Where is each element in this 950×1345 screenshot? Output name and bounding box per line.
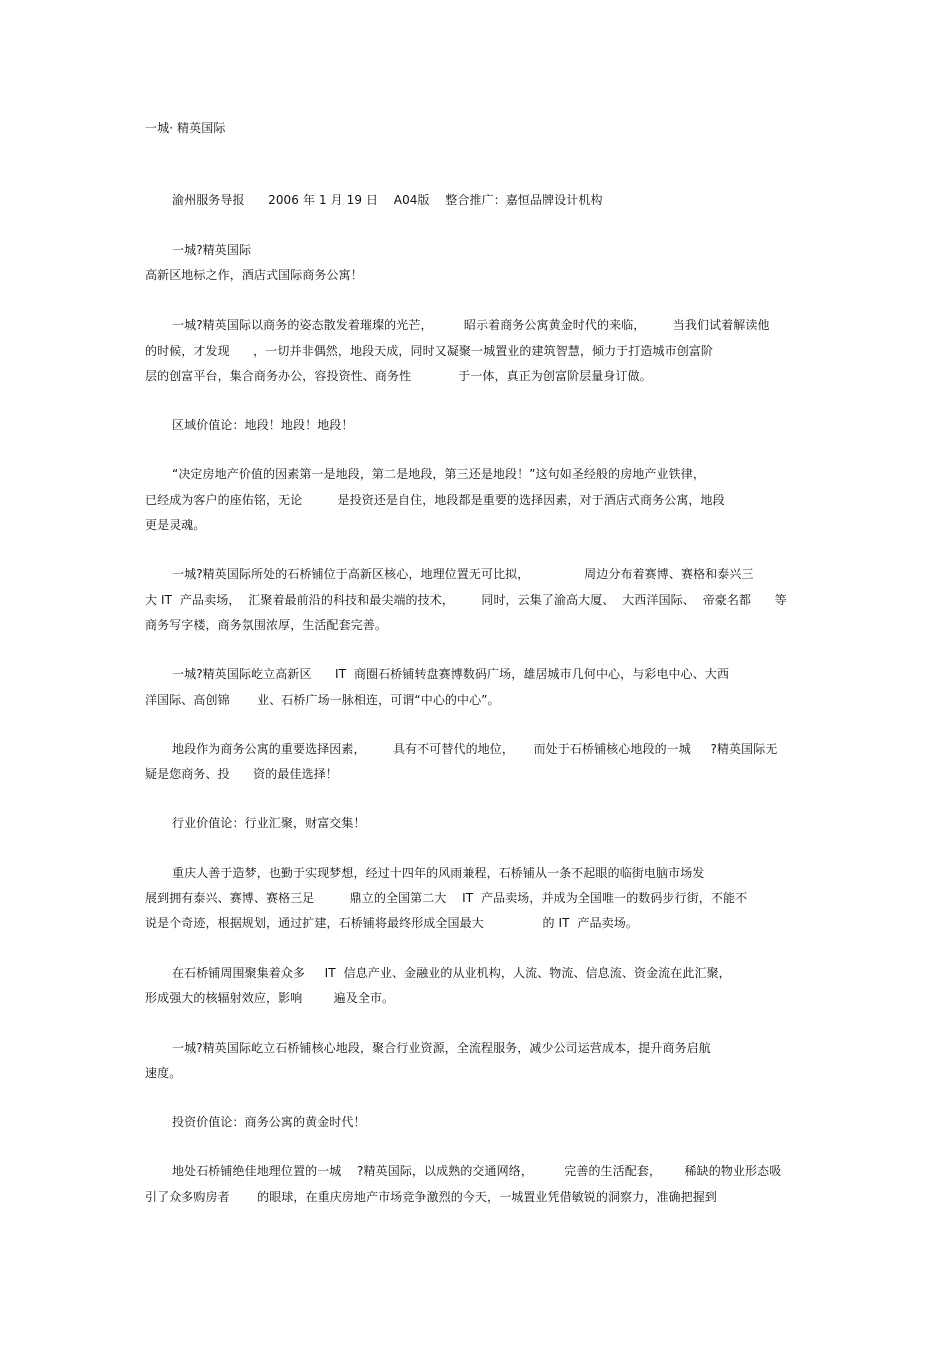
article-name: 一城?精英国际: [172, 243, 252, 257]
paragraph-line: 速度。: [145, 1066, 182, 1080]
paragraph-line: 洋国际、高创锦 业、石桥广场一脉相连，可谓“中心的中心”。: [145, 693, 500, 707]
paragraph-line: 一城?精英国际所处的石桥铺位于高新区核心，地理位置无可比拟， 周边分布着赛博、赛格和泰兴三: [172, 567, 754, 581]
paragraph-line: 说是个奇迹，根据规划，通过扩建，石桥铺将最终形成全国最大 的 IT 产品卖场。: [145, 916, 638, 930]
article-tagline: 高新区地标之作，酒店式国际商务公寓！: [145, 268, 363, 282]
section-heading: 行业价值论：行业汇聚，财富交集！: [172, 816, 366, 830]
section-heading: 投资价值论：商务公寓的黄金时代！: [172, 1115, 366, 1129]
paragraph-line: 层的创富平台，集合商务办公，容投资性、商务性 于一体，真正为创富阶层量身订做。: [145, 369, 652, 383]
paragraph-line: 疑是您商务、投 资的最佳选择！: [145, 767, 338, 781]
paragraph-line: 展到拥有泰兴、赛博、赛格三足 鼎立的全国第二大 IT 产品卖场，并成为全国唯一的数码步行街，不能不: [145, 891, 748, 905]
paragraph-line: “决定房地产价值的因素第一是地段，第二是地段，第三还是地段！”这句如圣经般的房地产业铁律，: [172, 467, 705, 481]
paragraph-line: 一城?精英国际屹立高新区 IT 商圈石桥铺转盘赛博数码广场，雄居城市几何中心，与彩电中心、大西: [172, 667, 730, 681]
paragraph-line: 更是灵魂。: [145, 518, 206, 532]
paragraph-line: 形成强大的核辐射效应，影响 遍及全市。: [145, 991, 395, 1005]
paragraph-line: 一城?精英国际屹立石桥铺核心地段，聚合行业资源，全流程服务，减少公司运营成本，提升商务启航: [172, 1041, 711, 1055]
paragraph-line: 重庆人善于造梦，也勤于实现梦想，经过十四年的风雨兼程，石桥铺从一条不起眼的临街电脑市场发: [172, 866, 705, 880]
document-title: 一城· 精英国际: [145, 121, 226, 135]
byline: 渝州服务导报 2006 年 1 月 19 日 A04版 整合推广：嘉恒品牌设计机构: [172, 193, 603, 207]
section-heading: 区域价值论：地段！地段！地段！: [172, 418, 354, 432]
paragraph-line: 一城?精英国际以商务的姿态散发着璀璨的光芒， 昭示着商务公寓黄金时代的来临， 当我们试着解读他: [172, 318, 770, 332]
paragraph-line: 引了众多购房者 的眼球，在重庆房地产市场竞争激烈的今天，一城置业凭借敏锐的洞察力，准确把握到: [145, 1190, 717, 1204]
paragraph-line: 商务写字楼，商务氛围浓厚，生活配套完善。: [145, 618, 388, 632]
paragraph-line: 已经成为客户的座佑铭，无论 是投资还是自住，地段都是重要的选择因素，对于酒店式商务公寓，地段: [145, 493, 725, 507]
paragraph-line: 在石桥铺周围聚集着众多 IT 信息产业、金融业的从业机构，人流、物流、信息流、资金流在此汇聚，: [172, 966, 731, 980]
paragraph-line: 的时候，才发现 ，一切并非偶然，地段天成，同时又凝聚一城置业的建筑智慧，倾力于打造城市创富阶: [145, 344, 713, 358]
paragraph-line: 大 IT 产品卖场， 汇聚着最前沿的科技和最尖端的技术， 同时，云集了渝高大厦、 大西洋国际、 帝豪名都 等: [145, 593, 787, 607]
paragraph-line: 地处石桥铺绝佳地理位置的一城 ?精英国际，以成熟的交通网络， 完善的生活配套， 稀缺的物业形态吸: [172, 1164, 782, 1178]
paragraph-line: 地段作为商务公寓的重要选择因素， 具有不可替代的地位， 而处于石桥铺核心地段的一城 ?精英国际无: [172, 742, 778, 756]
